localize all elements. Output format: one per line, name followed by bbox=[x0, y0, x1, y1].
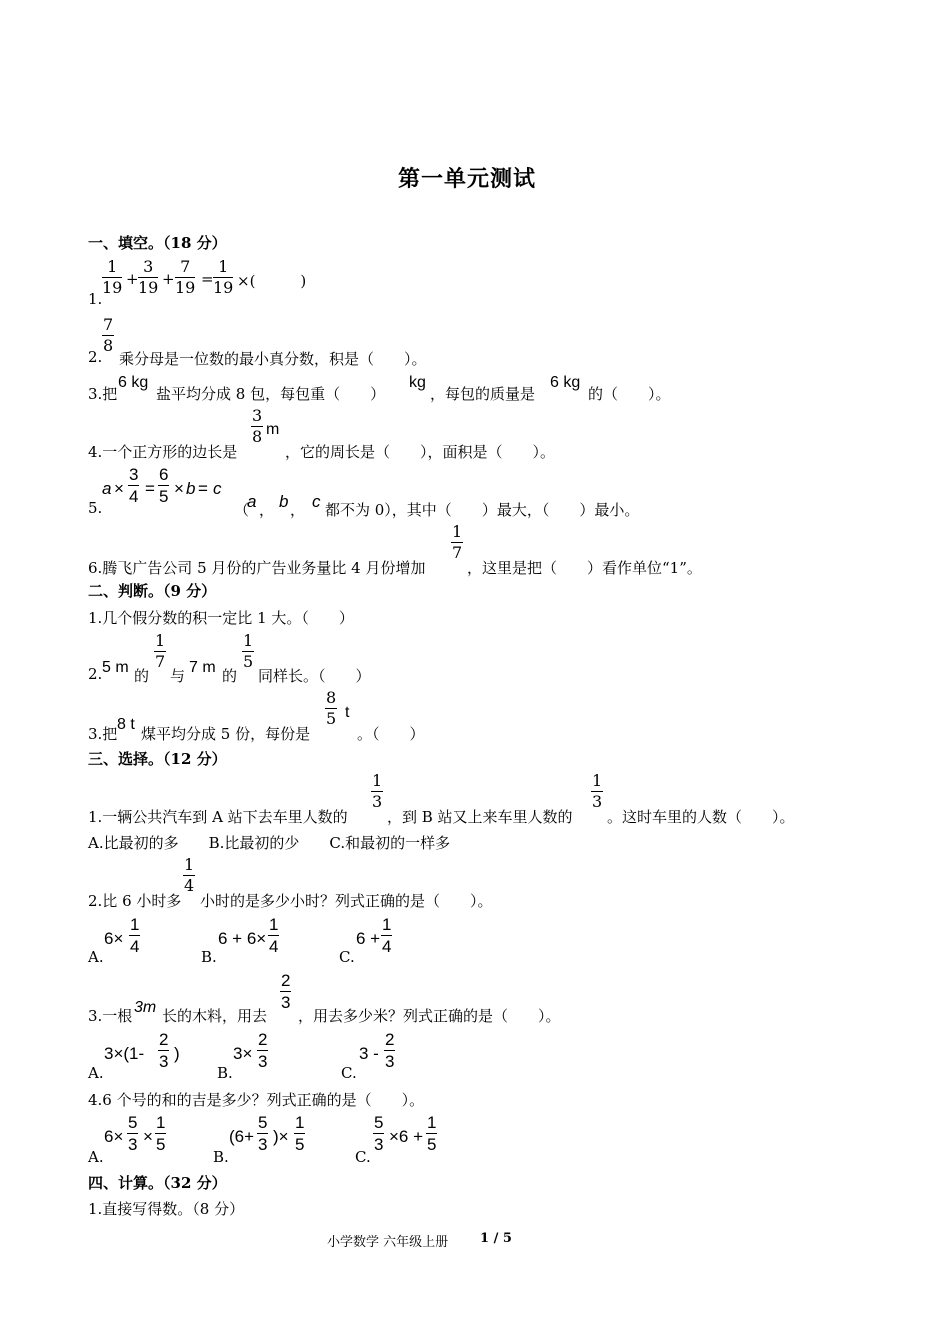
choice-1-b: ，到 B 站又上来车里人数的 bbox=[387, 808, 573, 826]
option-b-label: B. bbox=[217, 1064, 233, 1082]
option-c-expr: 3 - bbox=[359, 1044, 379, 1063]
option-a-expr: 6× bbox=[104, 1127, 124, 1146]
unit-m: m bbox=[266, 421, 280, 438]
var-b: b bbox=[186, 479, 196, 498]
comma: ， bbox=[290, 501, 306, 519]
option-a-label: A. bbox=[88, 948, 104, 966]
equals: = bbox=[145, 479, 155, 498]
choice-3-c: ，用去多少米？列式正确的是（ ）。 bbox=[298, 1007, 561, 1025]
fraction: $\frac{3}{8}$ bbox=[252, 406, 263, 446]
page-number: 1 / 5 bbox=[480, 1231, 512, 1246]
choice-1-c: 。这时车里的人数（ ）。 bbox=[607, 808, 795, 826]
fraction: $\frac{1}{5}$ bbox=[243, 631, 254, 671]
fraction: $\frac{1}{7}$ bbox=[155, 631, 166, 671]
times: × bbox=[143, 1127, 153, 1146]
plus: + bbox=[126, 270, 139, 288]
q4-text-b: ，它的周长是（ ），面积是（ ）。 bbox=[285, 443, 556, 461]
var-a: a bbox=[102, 479, 112, 498]
fraction: $\frac{1}{4}$ bbox=[382, 915, 392, 956]
plus: + bbox=[162, 270, 175, 288]
fraction: $\frac{1}{4}$ bbox=[130, 915, 140, 956]
q3-text-a: 3.把 bbox=[88, 385, 118, 403]
choice-3-b: 长的木料，用去 bbox=[162, 1007, 268, 1025]
times-blank: ×( ) bbox=[237, 272, 307, 290]
calc-1: 1.直接写得数。（8 分） bbox=[88, 1200, 245, 1218]
judge-3-a: 3.把 bbox=[88, 725, 118, 743]
footer-text: 小学数学 六年级上册 bbox=[327, 1235, 449, 1250]
option-c-expr: ×6 + bbox=[389, 1127, 424, 1146]
q5-text: 都不为 0），其中（ ）最大，（ ）最小。 bbox=[325, 501, 640, 519]
page-title: 第一单元测试 bbox=[398, 166, 537, 192]
option-b-expr: 6 + 6× bbox=[218, 929, 267, 948]
fraction: $\frac{1}{7}$ bbox=[452, 522, 463, 562]
unit-6kg-2: 6 kg bbox=[550, 374, 581, 391]
fraction: $\frac{1}{4}$ bbox=[269, 915, 279, 956]
judge-2-d: 的 bbox=[222, 667, 238, 685]
section-heading-choice: 三、选择。（12 分） bbox=[88, 750, 227, 768]
fraction: $\frac{1}{5}$ bbox=[295, 1113, 305, 1154]
fraction: $\frac{1}{19}$ bbox=[102, 257, 123, 297]
q5-number: 5. bbox=[88, 499, 103, 517]
var-b: b bbox=[279, 492, 289, 511]
close-paren: ) bbox=[174, 1044, 180, 1063]
unit-8t: 8 t bbox=[117, 716, 135, 733]
q6-text-b: ，这里是把（ ）看作单位“1”。 bbox=[467, 559, 702, 577]
section-heading-judge: 二、判断。（9 分） bbox=[88, 582, 217, 600]
fraction: $\frac{3}{19}$ bbox=[138, 257, 159, 297]
judge-1: 1.几个假分数的积一定比 1 大。（ ） bbox=[88, 609, 354, 627]
unit-kg: kg bbox=[409, 374, 426, 391]
var-c: c bbox=[312, 492, 321, 511]
q3-text-b: 盐平均分成 8 包，每包重（ ） bbox=[156, 385, 386, 403]
fraction: $\frac{7}{19}$ bbox=[175, 257, 196, 297]
fraction: $\frac{1}{5}$ bbox=[427, 1113, 437, 1154]
fraction: $\frac{6}{5}$ bbox=[159, 465, 169, 506]
times: × bbox=[174, 479, 184, 498]
comma: ， bbox=[259, 501, 275, 519]
judge-2-e: 同样长。（ ） bbox=[258, 667, 371, 685]
fraction: $\frac{1}{19}$ bbox=[213, 257, 234, 297]
judge-2-a: 2. bbox=[88, 665, 103, 683]
q6-text-a: 6.腾飞广告公司 5 月份的广告业务量比 4 月份增加 bbox=[88, 559, 426, 577]
q3-text-c: ，每包的质量是 bbox=[430, 385, 536, 403]
section-heading-fill: 一、填空。（18 分） bbox=[88, 234, 227, 252]
fraction: $\frac{2}{3}$ bbox=[385, 1030, 395, 1071]
fraction: $\frac{5}{3}$ bbox=[374, 1113, 384, 1154]
fraction: $\frac{5}{3}$ bbox=[258, 1113, 268, 1154]
fraction: $\frac{8}{5}$ bbox=[326, 688, 337, 728]
q3-text-d: 的（ ）。 bbox=[588, 385, 671, 403]
choice-4-a: 4.6 个号的和的吉是多少？列式正确的是（ ）。 bbox=[88, 1091, 425, 1109]
choice-2-b: 小时的是多少小时？列式正确的是（ ）。 bbox=[200, 892, 493, 910]
times: × bbox=[114, 479, 124, 498]
var-a: a bbox=[247, 492, 257, 511]
close-paren-times: )× bbox=[273, 1127, 289, 1146]
fraction: $\frac{1}{3}$ bbox=[592, 771, 603, 811]
unit-7m: 7 m bbox=[189, 659, 216, 676]
equals: = bbox=[201, 270, 214, 288]
fraction: $\frac{2}{3}$ bbox=[258, 1030, 268, 1071]
option-a-expr: 3×(1- bbox=[104, 1044, 145, 1063]
q5-paren: （ bbox=[234, 501, 250, 519]
option-a-expr: 6× bbox=[104, 929, 124, 948]
choice-2-a: 2.比 6 小时多 bbox=[88, 892, 182, 910]
option-c-label: C. bbox=[339, 948, 355, 966]
unit-t: t bbox=[345, 704, 350, 721]
fraction: $\frac{1}{5}$ bbox=[156, 1113, 166, 1154]
choice-3-a: 3.一根 bbox=[88, 1007, 133, 1025]
judge-3-b: 煤平均分成 5 份，每份是 bbox=[141, 725, 311, 743]
option-b-expr: 3× bbox=[233, 1044, 253, 1063]
unit-5m: 5 m bbox=[102, 659, 129, 676]
fraction: $\frac{3}{4}$ bbox=[129, 465, 139, 506]
option-c-expr: 6 + bbox=[356, 929, 381, 948]
option-c-label: C. bbox=[341, 1064, 357, 1082]
section-heading-calc: 四、计算。（32 分） bbox=[88, 1174, 227, 1192]
option-a-label: A. bbox=[88, 1148, 104, 1166]
option-b-label: B. bbox=[213, 1148, 229, 1166]
fraction: $\frac{5}{3}$ bbox=[128, 1113, 138, 1154]
q1-number: 1. bbox=[88, 290, 103, 308]
q2-text: 乘分母是一位数的最小真分数，积是（ ）。 bbox=[119, 350, 427, 368]
fraction: $\frac{2}{3}$ bbox=[159, 1030, 169, 1071]
equals: = bbox=[198, 479, 208, 498]
judge-3-c: 。（ ） bbox=[357, 725, 425, 743]
fraction: $\frac{2}{3}$ bbox=[281, 971, 291, 1012]
choice-1-options: A.比最初的多 B.比最初的少 C.和最初的一样多 bbox=[88, 834, 451, 852]
judge-2-b: 的 bbox=[134, 667, 150, 685]
fraction: $\frac{1}{3}$ bbox=[372, 771, 383, 811]
unit-6kg: 6 kg bbox=[118, 374, 149, 391]
option-b-expr: (6+ bbox=[229, 1127, 255, 1146]
fraction: $\frac{7}{8}$ bbox=[103, 315, 114, 355]
unit-3m: 3m bbox=[134, 999, 157, 1016]
choice-1-a: 1.一辆公共汽车到 A 站下去车里人数的 bbox=[88, 808, 348, 826]
option-b-label: B. bbox=[201, 948, 217, 966]
q4-text-a: 4.一个正方形的边长是 bbox=[88, 443, 238, 461]
option-a-label: A. bbox=[88, 1064, 104, 1082]
fraction: $\frac{1}{4}$ bbox=[184, 855, 195, 895]
var-c: c bbox=[213, 479, 222, 498]
option-c-label: C. bbox=[355, 1148, 371, 1166]
q2-number: 2. bbox=[88, 348, 103, 366]
judge-2-c: 与 bbox=[170, 667, 186, 685]
